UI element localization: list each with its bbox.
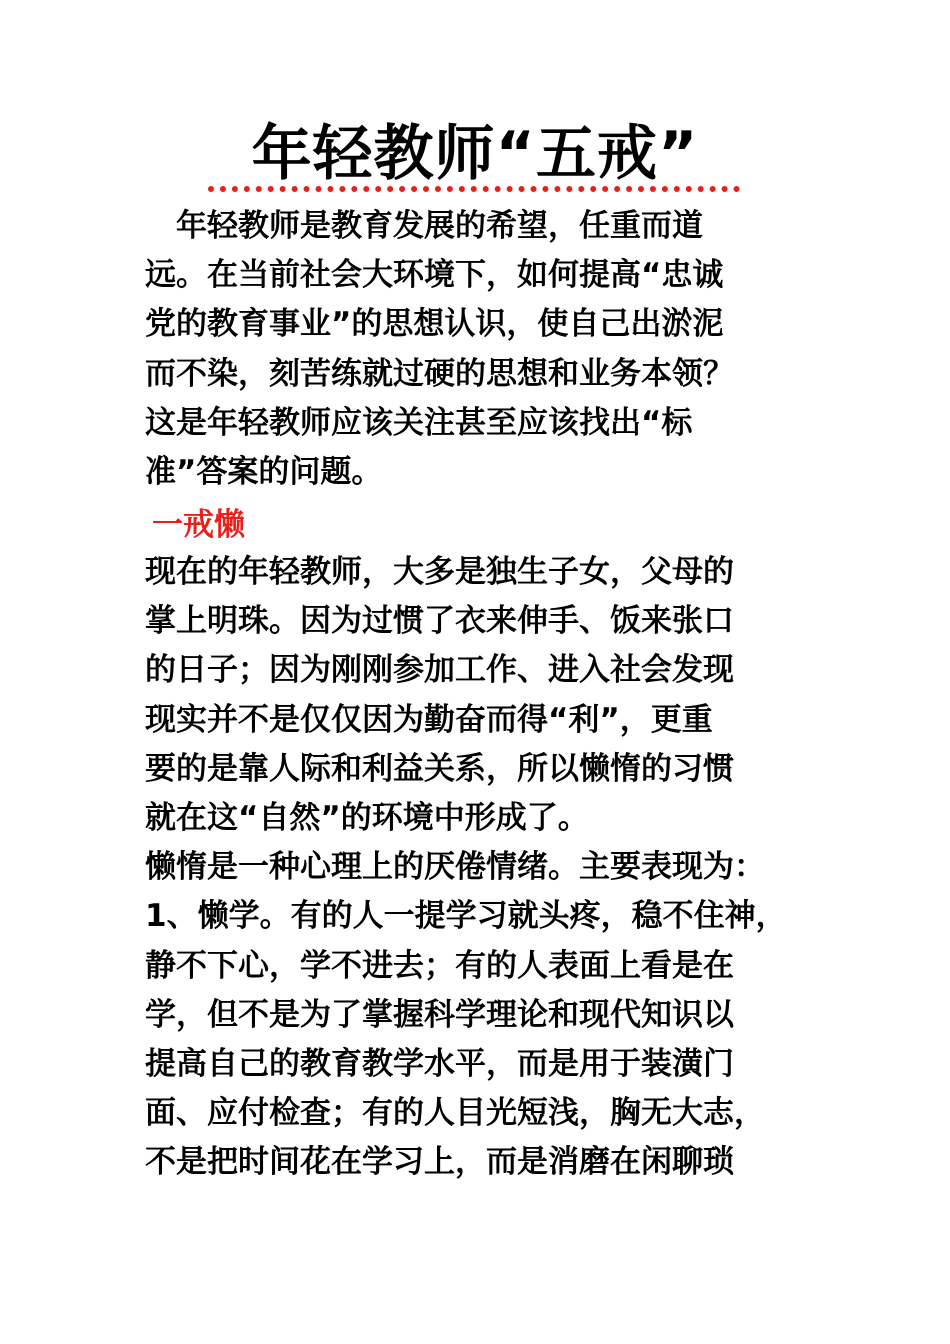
- title-dotted-underline: [208, 186, 740, 192]
- intro-line: 党的教育事业”的思想认识，使自己出淤泥: [145, 306, 724, 343]
- section-body: [145, 548, 825, 1187]
- intro-line: 这是年轻教师应该关注甚至应该找出“标: [145, 404, 693, 441]
- intro-line: 远。在当前社会大环境下，如何提高“忠诚: [145, 257, 724, 294]
- body-line: 懒惰是一种心理上的厌倦情绪。主要表现为：: [145, 849, 765, 886]
- body-line: 提高自己的教育教学水平，而是用于装潢门: [145, 1045, 734, 1082]
- body-line: 1、懒学。有的人一提学习就头疼，稳不住神，: [145, 898, 787, 935]
- body-line: 静不下心，学不进去；有的人表面上看是在: [145, 947, 734, 984]
- body-line: 就在这“自然”的环境中形成了。: [145, 799, 589, 836]
- intro-line: 而不染，刻苦练就过硬的思想和业务本领？: [145, 355, 734, 392]
- intro-line: 年轻教师是教育发展的希望，任重而道: [145, 208, 703, 244]
- intro-paragraph: [145, 202, 825, 497]
- body-line: 现在的年轻教师，大多是独生子女，父母的: [145, 554, 734, 590]
- body-line: 要的是靠人际和利益关系，所以懒惰的习惯: [145, 750, 734, 787]
- document-title: 年轻教师“五戒”: [251, 119, 699, 189]
- section-heading-laziness: 一戒懒: [152, 507, 245, 543]
- body-line: 面、应付检查；有的人目光短浅，胸无大志，: [145, 1095, 765, 1132]
- body-line: 现实并不是仅仅因为勤奋而得“利”，更重: [145, 701, 713, 738]
- body-line: 不是把时间花在学习上，而是消磨在闲聊琐: [145, 1144, 734, 1181]
- body-line: 的日子；因为刚刚参加工作、进入社会发现: [145, 652, 734, 689]
- body-line: 掌上明珠。因为过惯了衣来伸手、饭来张口: [145, 603, 734, 640]
- intro-line: 准”答案的问题。: [145, 453, 383, 490]
- body-line: 学，但不是为了掌握科学理论和现代知识以: [145, 996, 734, 1033]
